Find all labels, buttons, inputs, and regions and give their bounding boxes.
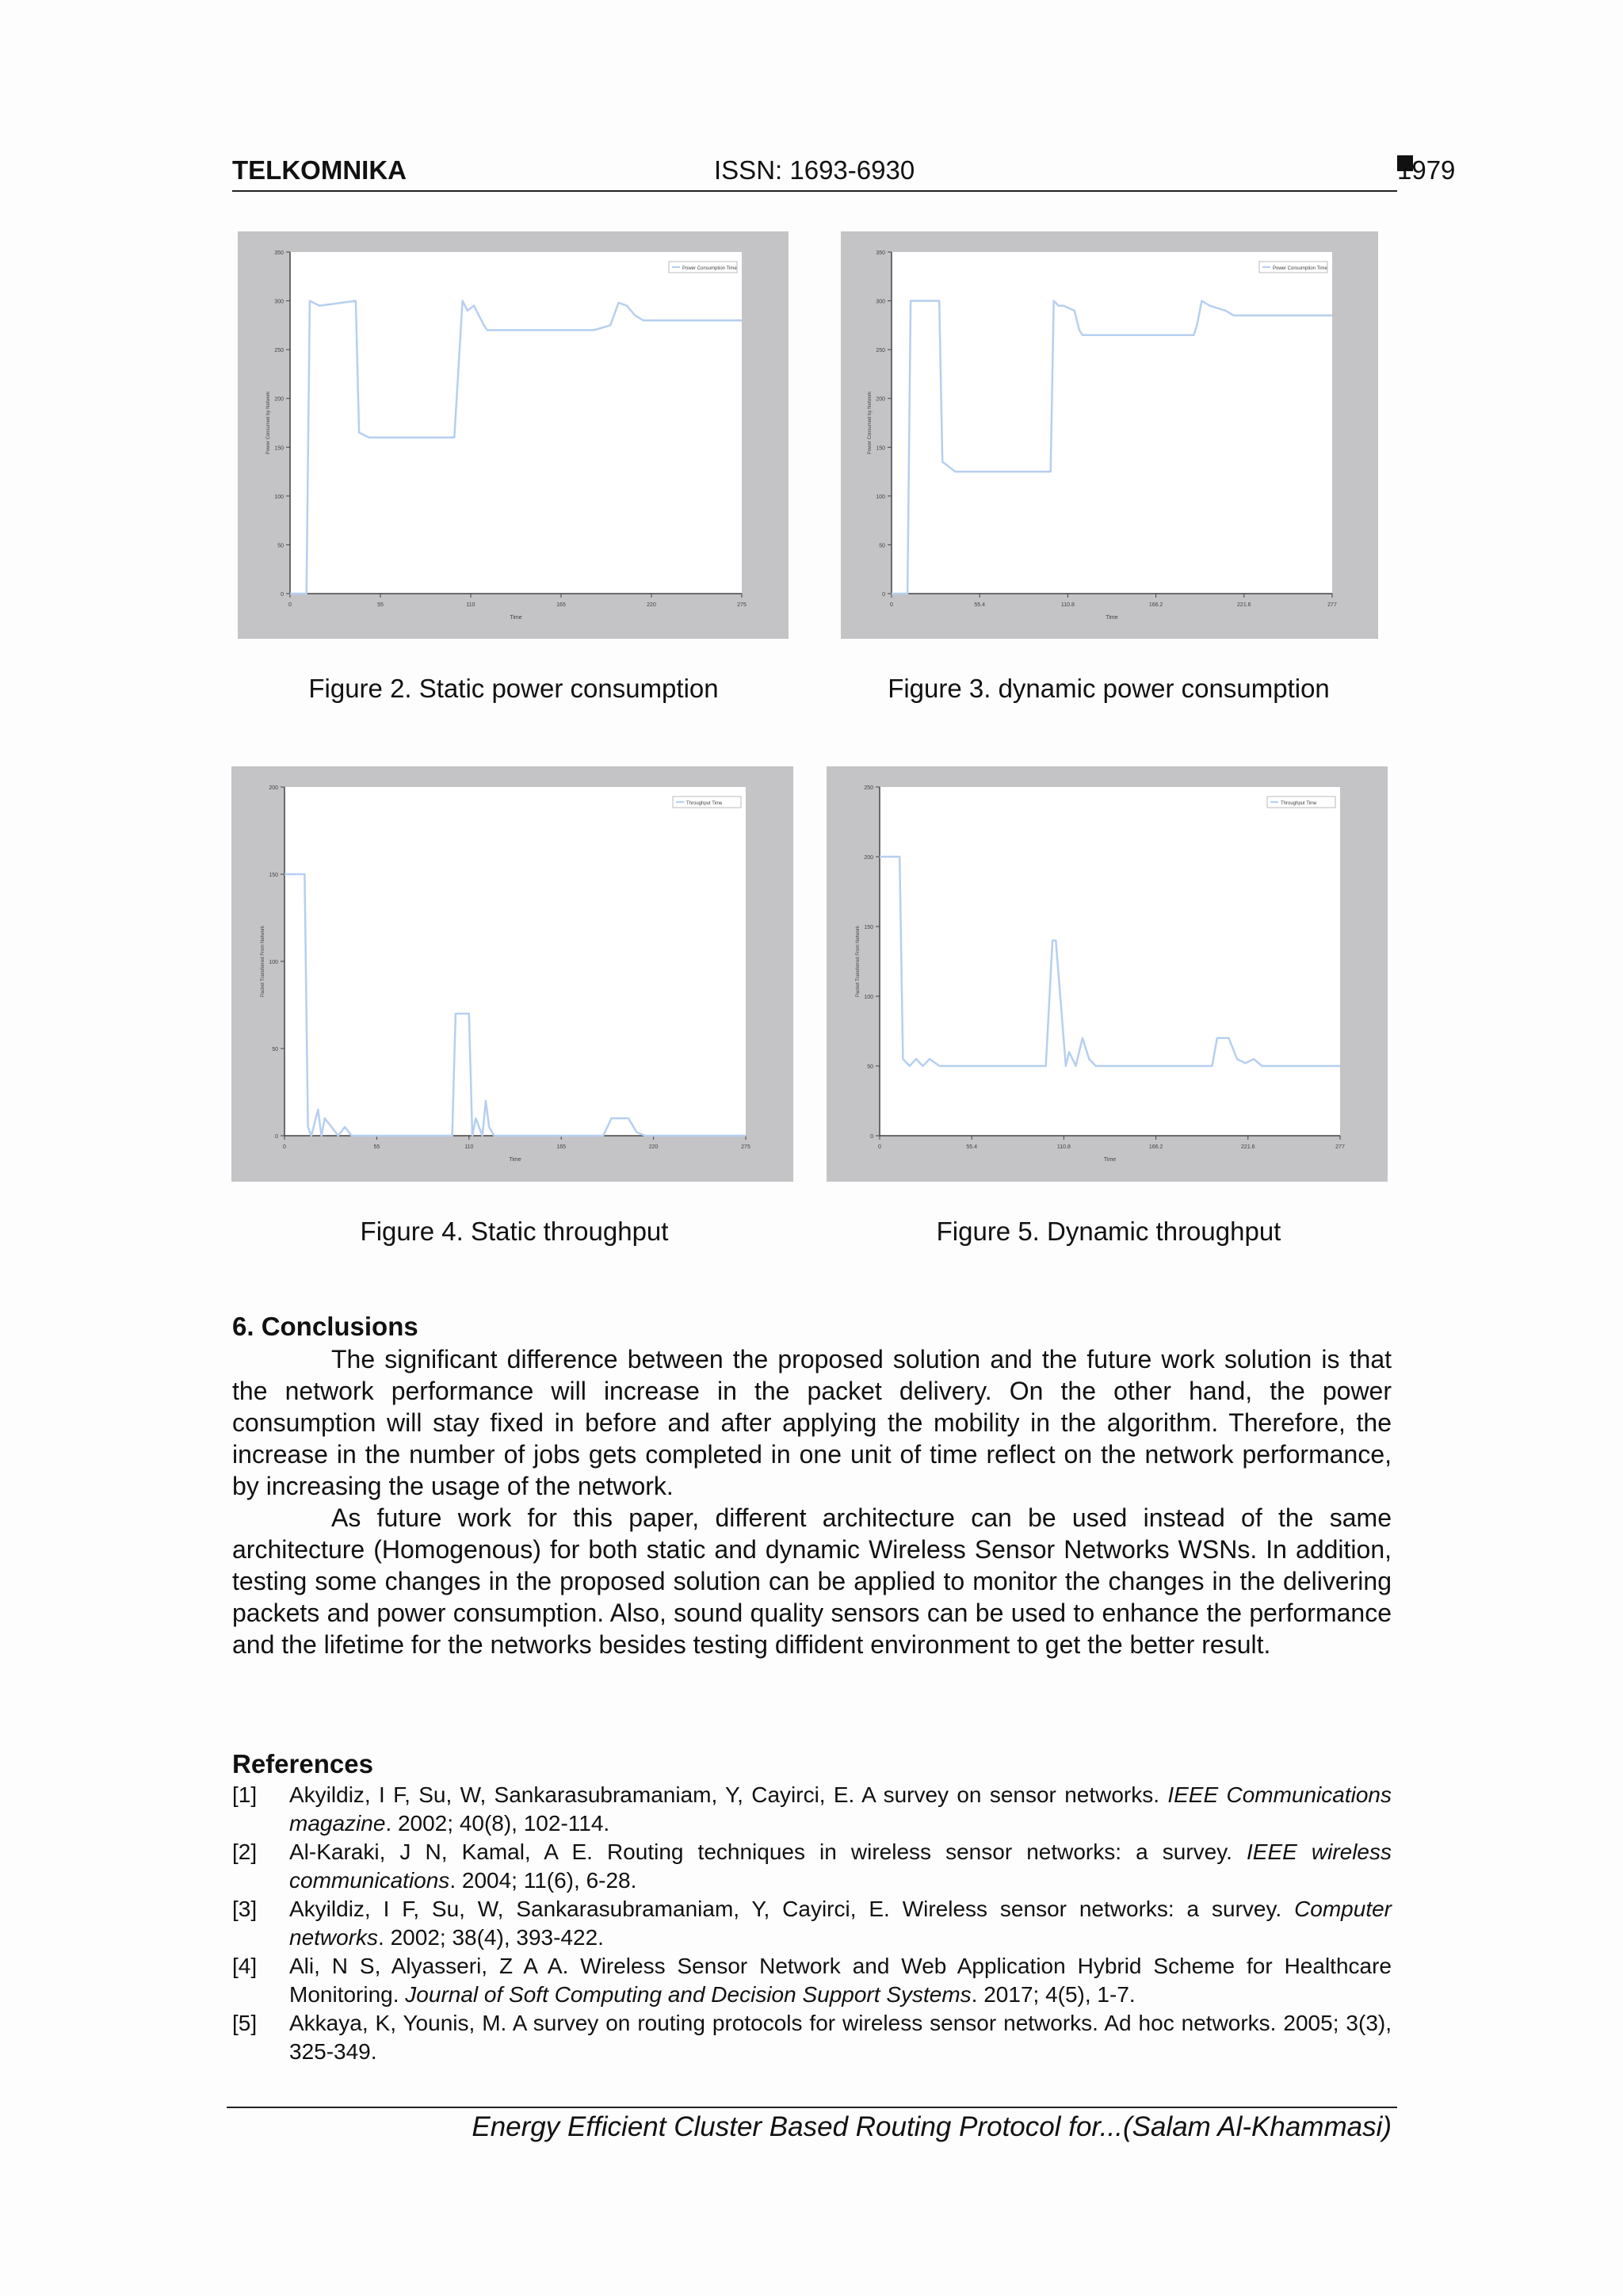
y-tick-label: 350	[876, 250, 885, 256]
reference-item: [5] Akkaya, K, Younis, M. A survey on routing protocols for wireless sensor networks. Ad hoc networks. 2005; 3(3), 325-349.	[232, 2011, 1392, 2064]
y-tick-label: 200	[274, 396, 284, 403]
legend-label: Throughput Time	[686, 801, 723, 806]
x-tick-label: 165	[556, 1144, 567, 1150]
y-tick-label: 100	[269, 960, 278, 965]
x-tick-label: 0	[890, 602, 893, 608]
footer-divider	[227, 2107, 1397, 2108]
y-tick-label: 300	[876, 299, 885, 305]
y-tick-label: 50	[867, 1064, 873, 1070]
x-tick-label: 220	[647, 602, 656, 608]
x-tick-label: 275	[737, 602, 747, 608]
x-tick-label: 0	[878, 1144, 881, 1150]
x-axis-label: Time	[1103, 1157, 1117, 1163]
x-tick-label: 277	[1335, 1144, 1345, 1150]
x-tick-label: 110	[464, 1144, 474, 1150]
y-tick-label: 250	[864, 785, 873, 791]
y-tick-label: 0	[275, 1134, 278, 1140]
x-tick-label: 0	[283, 1144, 286, 1150]
x-tick-label: 110.8	[1056, 1144, 1071, 1150]
paragraph: The significant difference between the proposed solution and the future work solution is that the network performance will increase in the packet delivery. On the other hand, the power consumption will stay fixed in before and after applying the mobility in the algorithm. Therefore, the increase in the number of jobs gets completed in one unit of time reflect on the network performance, by increasing the usage of the network.	[232, 1345, 1392, 1500]
y-tick-label: 50	[879, 543, 885, 549]
y-tick-label: 200	[269, 785, 278, 791]
y-tick-label: 150	[269, 873, 278, 878]
x-axis-label: Time	[1106, 615, 1118, 621]
x-tick-label: 55	[373, 1144, 380, 1150]
reference-item: [3] Akyildiz, I F, Su, W, Sankarasubramaniam, Y, Cayirci, E. Wireless sensor networks: a survey. Computer networks. 2002; 38(4), 393-422.	[232, 1897, 1392, 1950]
y-tick-label: 100	[876, 494, 885, 500]
y-tick-label: 250	[876, 348, 885, 354]
y-axis-label: Power Consumed by Network	[868, 391, 873, 455]
y-tick-label: 150	[876, 445, 885, 452]
page-number: 1979	[1397, 155, 1456, 185]
x-tick-label: 55.4	[974, 602, 986, 608]
y-tick-label: 300	[274, 299, 284, 305]
y-axis-label: Packet Transferred From Network	[261, 925, 265, 998]
figure-5-caption: Figure 5. Dynamic throughput	[936, 1217, 1281, 1246]
plot-area	[880, 787, 1340, 1136]
x-tick-label: 0	[288, 602, 292, 608]
x-tick-label: 221.6	[1237, 602, 1251, 608]
x-tick-label: 275	[741, 1144, 750, 1150]
y-tick-label: 0	[882, 592, 885, 598]
y-tick-label: 150	[864, 925, 873, 930]
x-tick-label: 165	[556, 602, 566, 608]
page-footer: Energy Efficient Cluster Based Routing Protocol for...(Salam Al-Khammasi)	[472, 2111, 1392, 2142]
y-tick-label: 350	[274, 250, 284, 256]
y-tick-label: 150	[274, 445, 284, 452]
x-tick-label: 166.2	[1148, 1144, 1163, 1150]
x-tick-label: 166.2	[1148, 602, 1163, 608]
y-axis-label: Packet Transferred From Network	[856, 925, 861, 998]
y-tick-label: 50	[277, 543, 284, 549]
figure-2-chart	[238, 231, 789, 639]
conclusions-heading: 6. Conclusions	[232, 1312, 418, 1341]
figure-5-chart	[827, 766, 1388, 1182]
x-tick-label: 221.6	[1241, 1144, 1255, 1150]
y-tick-label: 250	[274, 348, 284, 354]
x-tick-label: 110	[466, 602, 475, 608]
figure-4-chart	[231, 766, 793, 1182]
figure-4-caption: Figure 4. Static throughput	[360, 1217, 669, 1246]
y-tick-label: 0	[281, 592, 284, 598]
legend-label: Throughput Time	[1281, 801, 1317, 806]
x-tick-label: 220	[648, 1144, 659, 1150]
x-tick-label: 55.4	[966, 1144, 978, 1150]
y-tick-label: 100	[274, 494, 284, 500]
paragraph: As future work for this paper, different architecture can be used instead of the same architecture (Homogenous) for both static and dynamic Wireless Sensor Networks WSNs. In addition, testing some changes in the proposed solution can be applied to monitor the changes in the delivering packets and power consumption. Also, sound quality sensors can be used to enhance the performance and the lifetime for the networks besides testing diffident environment to get the better result.	[232, 1503, 1392, 1659]
y-tick-label: 200	[864, 855, 873, 861]
legend-label: Power Consumption Time	[682, 266, 737, 271]
chart-svg	[841, 231, 1378, 639]
y-tick-label: 50	[272, 1047, 278, 1052]
x-tick-label: 277	[1327, 602, 1337, 608]
reference-item: [4] Ali, N S, Alyasseri, Z A A. Wireless Sensor Network and Web Application Hybrid Scheme for Healthcare Monitoring. Journal of Soft Computing and Decision Support Systems. 2017; 4(5), 1-7.	[232, 1954, 1392, 2007]
plot-area	[290, 252, 742, 594]
y-tick-label: 0	[870, 1134, 873, 1140]
figure-2-caption: Figure 2. Static power consumption	[308, 674, 719, 703]
plot-area	[285, 787, 746, 1136]
x-tick-label: 55	[377, 602, 384, 608]
conclusions-body	[232, 1343, 1392, 1660]
y-tick-label: 100	[864, 995, 873, 1000]
references-list	[232, 1781, 1392, 2066]
reference-item: [1] Akyildiz, I F, Su, W, Sankarasubramaniam, Y, Cayirci, E. A survey on sensor networks. IEEE Communications magazine. 2002; 40(8), 102-114.	[232, 1782, 1392, 1836]
plot-area	[892, 252, 1332, 594]
x-axis-label: Time	[509, 1157, 521, 1163]
figure-3-caption: Figure 3. dynamic power consumption	[888, 674, 1330, 703]
y-axis-label: Power Consumed by Network	[266, 391, 271, 455]
x-tick-label: 110.8	[1060, 602, 1075, 608]
journal-name: TELKOMNIKA	[232, 155, 407, 185]
chart-svg	[231, 766, 793, 1182]
y-tick-label: 200	[876, 396, 885, 403]
page-header	[232, 155, 1456, 192]
chart-svg	[238, 231, 789, 639]
legend-label: Power Consumption Time	[1273, 266, 1327, 271]
chart-svg	[827, 766, 1388, 1182]
references-heading: References	[232, 1749, 373, 1778]
issn: ISSN: 1693-6930	[714, 155, 915, 185]
reference-item: [2] Al-Karaki, J N, Kamal, A E. Routing techniques in wireless sensor networks: a survey. IEEE wireless communications. 2004; 11(6), 6-28.	[232, 1839, 1392, 1893]
figure-3-chart	[841, 231, 1378, 639]
x-axis-label: Time	[510, 615, 522, 621]
